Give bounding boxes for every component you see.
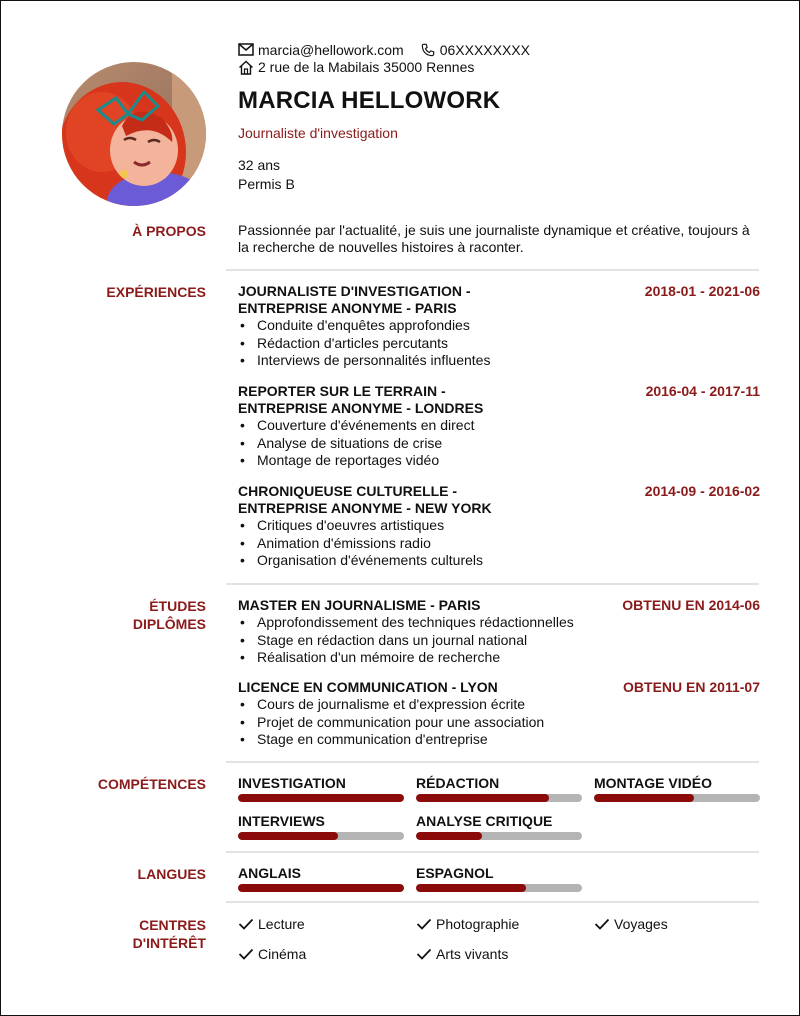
interest-item: Cinéma [238, 946, 306, 962]
contact-phone[interactable]: 06XXXXXXXX [439, 42, 530, 58]
experience-date: 2018-01 - 2021-06 [644, 283, 760, 299]
check-icon [238, 947, 254, 961]
list-item: • Critiques d'oeuvres artistiques [238, 517, 760, 535]
education-bullets [238, 614, 760, 667]
contact-email[interactable]: marcia@hellowork.com [258, 42, 404, 58]
section-divider [226, 761, 759, 763]
skill-name: MONTAGE VIDÉO [594, 775, 712, 791]
section-divider [226, 901, 759, 903]
education-entry [238, 597, 760, 667]
language-item [238, 865, 404, 892]
education-date: OBTENU EN 2014-06 [622, 597, 760, 613]
list-item: • Organisation d'événements culturels [238, 552, 760, 570]
home-icon [238, 60, 254, 74]
envelope-icon [238, 43, 254, 57]
list-item: • Analyse de situations de crise [238, 435, 760, 453]
education-bullets [238, 696, 760, 749]
skill-name: RÉDACTION [416, 775, 500, 791]
experience-entry [238, 283, 760, 370]
section-divider [226, 851, 759, 853]
contact-address: 2 rue de la Mabilais 35000 Rennes [258, 59, 475, 75]
interest-item: Photographie [416, 916, 519, 932]
list-item: • Animation d'émissions radio [238, 535, 760, 553]
section-label-education: ÉTUDES DIPLÔMES [132, 598, 206, 632]
about-text: Passionnée par l'actualité, je suis une journaliste dynamique et créative, toujours à la recherche de nouvelles histoires à raconter. [238, 222, 750, 255]
skill-level-bar [594, 794, 760, 802]
experience-date: 2014-09 - 2016-02 [644, 483, 760, 499]
skill-name: ANALYSE CRITIQUE [416, 813, 553, 829]
check-icon [238, 917, 254, 931]
experience-date: 2016-04 - 2017-11 [645, 383, 760, 399]
list-item: • Rédaction d'articles percutants [238, 335, 760, 353]
candidate-name: MARCIA HELLOWORK [238, 87, 501, 114]
education-title: LICENCE EN COMMUNICATION - LYON [238, 679, 498, 695]
language-name: ANGLAIS [238, 865, 301, 881]
candidate-job-title: Journaliste d'investigation [238, 125, 398, 141]
experience-entry [238, 483, 760, 570]
section-label-languages: LANGUES [137, 866, 206, 882]
section-label-about: À PROPOS [132, 223, 206, 239]
experience-title: REPORTER SUR LE TERRAIN - ENTREPRISE ANONYME - LONDRES [238, 383, 484, 416]
contact-address-row [238, 59, 474, 75]
skill-level-bar [238, 794, 404, 802]
experience-entry [238, 383, 760, 470]
skill-item [238, 775, 404, 802]
skill-item [594, 775, 760, 802]
skill-item [416, 775, 582, 802]
education-date: OBTENU EN 2011-07 [623, 679, 760, 695]
interest-item: Voyages [594, 916, 668, 932]
skill-level-bar [416, 794, 582, 802]
education-entry [238, 679, 760, 749]
list-item: • Cours de journalisme et d'expression écrite [238, 696, 760, 714]
section-divider [226, 269, 759, 271]
language-item [416, 865, 582, 892]
interest-item: Lecture [238, 916, 305, 932]
skill-item [238, 813, 404, 840]
list-item: • Réalisation d'un mémoire de recherche [238, 649, 760, 667]
list-item: • Conduite d'enquêtes approfondies [238, 317, 760, 335]
list-item: • Approfondissement des techniques rédactionnelles [238, 614, 760, 632]
list-item: • Interviews de personnalités influentes [238, 352, 760, 370]
experience-title: CHRONIQUEUSE CULTURELLE - ENTREPRISE ANONYME - NEW YORK [238, 483, 492, 516]
experience-bullets [238, 417, 760, 470]
list-item: • Couverture d'événements en direct [238, 417, 760, 435]
section-label-interests: CENTRES D'INTÉRÊT [132, 917, 206, 951]
language-name: ESPAGNOL [416, 865, 494, 881]
language-level-bar [416, 884, 582, 892]
list-item: • Stage en rédaction dans un journal national [238, 632, 760, 650]
check-icon [416, 947, 432, 961]
experience-title: JOURNALISTE D'INVESTIGATION - ENTREPRISE ANONYME - PARIS [238, 283, 471, 316]
check-icon [594, 917, 610, 931]
phone-icon [420, 43, 436, 57]
skill-name: INVESTIGATION [238, 775, 346, 791]
skill-item [416, 813, 582, 840]
interest-item: Arts vivants [416, 946, 508, 962]
section-divider [226, 583, 759, 585]
list-item: • Projet de communication pour une association [238, 714, 760, 732]
language-level-bar [238, 884, 404, 892]
contact-email-row [238, 42, 530, 58]
resume-header [1, 1, 799, 211]
education-title: MASTER EN JOURNALISME - PARIS [238, 597, 481, 613]
section-label-experiences: EXPÉRIENCES [106, 284, 206, 300]
check-icon [416, 917, 432, 931]
candidate-license: Permis B [238, 176, 295, 192]
section-label-skills: COMPÉTENCES [97, 776, 206, 792]
profile-photo [62, 62, 206, 206]
skill-name: INTERVIEWS [238, 813, 325, 829]
skill-level-bar [238, 832, 404, 840]
list-item: • Stage en communication d'entreprise [238, 731, 760, 749]
candidate-age: 32 ans [238, 157, 281, 173]
skill-level-bar [416, 832, 582, 840]
experience-bullets [238, 317, 760, 370]
list-item: • Montage de reportages vidéo [238, 452, 760, 470]
experience-bullets [238, 517, 760, 570]
